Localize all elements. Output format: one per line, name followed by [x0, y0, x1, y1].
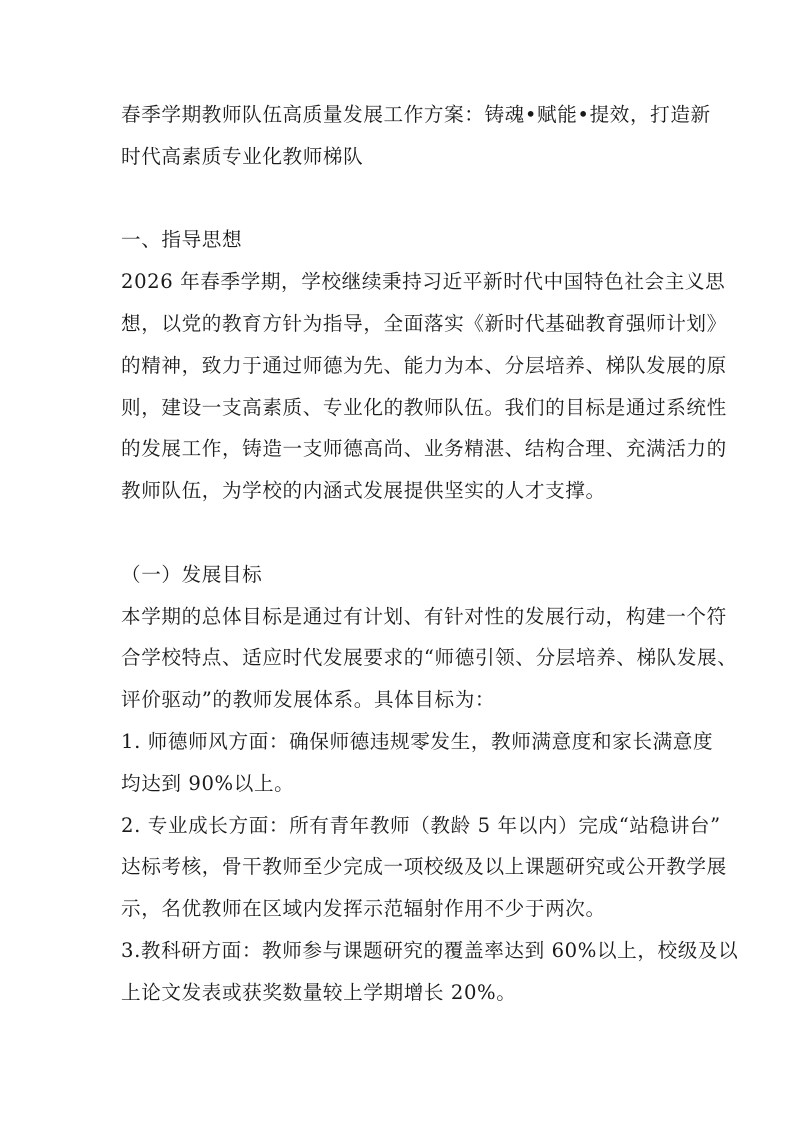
goal-item-professional-growth [121, 805, 727, 930]
goal-line: 1. 师德师风方面：确保师德违规零发生，教师满意度和家长满意度 [121, 729, 714, 753]
paragraph-line: 想，以党的教育方针为指导，全面落实《新时代基础教育强师计划》 [121, 311, 727, 335]
paragraph-line: 的发展工作，铸造一支师德高尚、业务精湛、结构合理、充满活力的 [121, 437, 727, 461]
goal-item-ethics [121, 721, 714, 805]
goal-line: 上论文发表或获奖数量较上学期增长 20%。 [121, 980, 517, 1004]
paragraph-line: 的精神，致力于通过师德为先、能力为本、分层培养、梯队发展的原 [121, 353, 727, 377]
paragraph-line: 评价驱动”的教师发展体系。具体目标为： [121, 688, 496, 712]
paragraph-line: 则，建设一支高素质、专业化的教师队伍。我们的目标是通过系统性 [121, 395, 727, 419]
goal-line: 均达到 90%以上。 [121, 771, 295, 795]
section-heading: （一）发展目标 [121, 562, 263, 586]
section-guiding-ideology [121, 219, 727, 512]
section-development-goals [121, 554, 739, 1014]
title-line: 时代高素质专业化教师梯队 [121, 144, 364, 168]
paragraph-line: 教师队伍，为学校的内涵式发展提供坚实的人才支撑。 [121, 479, 606, 503]
goal-line: 3.教科研方面：教师参与课题研究的覆盖率达到 60%以上，校级及以 [121, 938, 739, 962]
section-heading: 一、指导思想 [121, 228, 243, 252]
document-title [121, 94, 711, 178]
goal-line: 示，名优教师在区域内发挥示范辐射作用不少于两次。 [121, 897, 606, 921]
paragraph-line: 合学校特点、适应时代发展要求的“师德引领、分层培养、梯队发展、 [121, 646, 738, 670]
blank-line [121, 178, 677, 220]
goal-line: 达标考核，骨干教师至少完成一项校级及以上课题研究或公开教学展 [121, 855, 727, 879]
goal-item-research [121, 930, 739, 1014]
paragraph-line: 本学期的总体目标是通过有计划、有针对性的发展行动，构建一个符 [121, 604, 727, 628]
blank-line [121, 512, 677, 554]
goal-line: 2. 专业成长方面：所有青年教师（教龄 5 年以内）完成“站稳讲台” [121, 813, 721, 837]
paragraph-line: 2026 年春季学期，学校继续秉持习近平新时代中国特色社会主义思 [121, 270, 726, 294]
title-line: 春季学期教师队伍高质量发展工作方案：铸魂•赋能•提效，打造新 [121, 103, 711, 126]
document-page [121, 94, 739, 1014]
